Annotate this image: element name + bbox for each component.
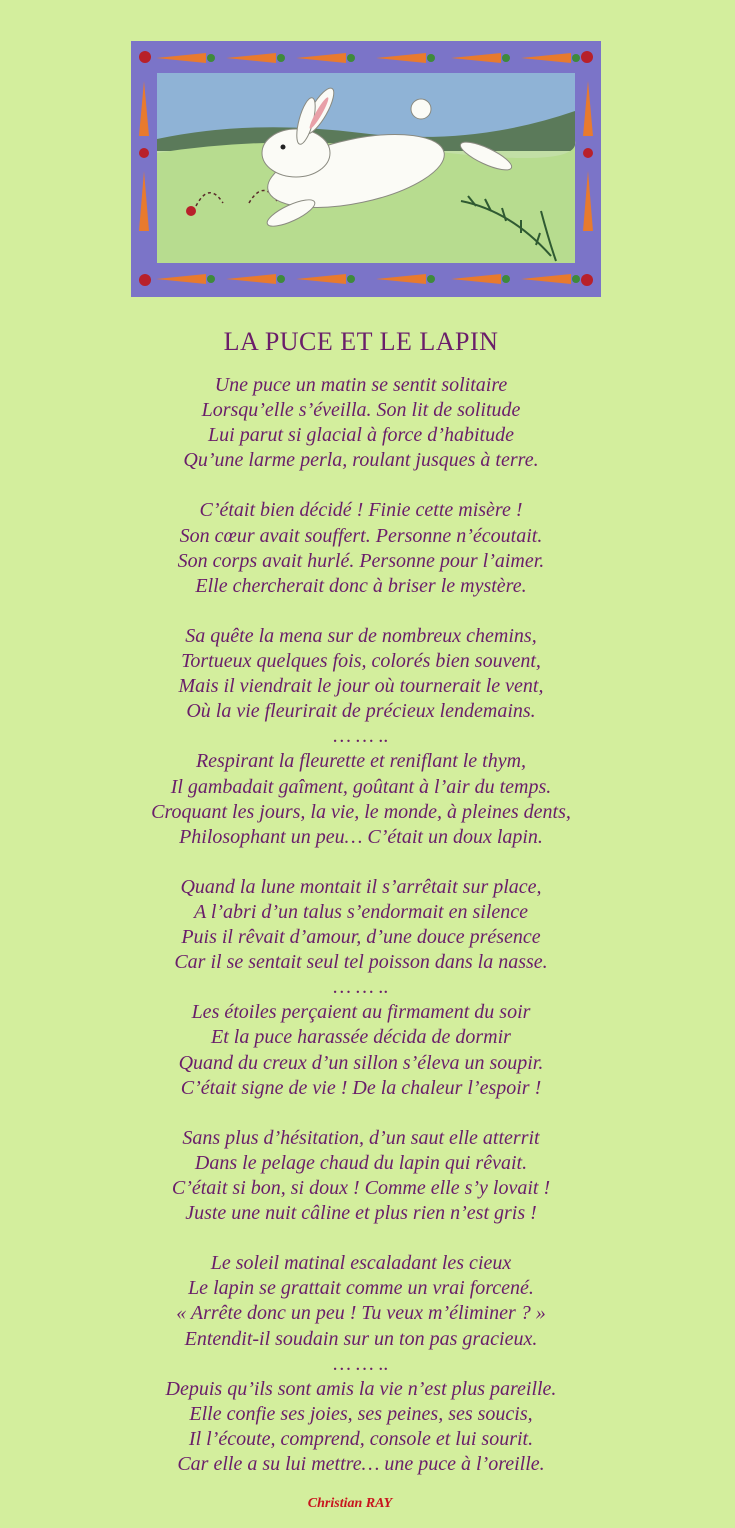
stanza-gap xyxy=(0,1101,722,1126)
poem-line: Juste une nuit câline et plus rien n’est gris ! xyxy=(185,1202,537,1225)
ellipsis-separator: … … .. xyxy=(333,725,389,748)
poem-line: Quand du creux d’un sillon s’éleva un soupir. xyxy=(178,1051,544,1074)
poem-line: « Arrête donc un peu ! Tu veux m’éliminer ? » xyxy=(176,1302,546,1325)
poem-line: Puis il rêvait d’amour, d’une douce présence xyxy=(181,926,541,949)
rabbit-illustration xyxy=(131,41,601,297)
rabbit-running-icon xyxy=(131,41,601,297)
poem-line: Sans plus d’hésitation, d’un saut elle atterrit xyxy=(182,1126,540,1149)
poem-line: Qu’une larme perla, roulant jusques à terre. xyxy=(183,449,539,472)
poem-line: C’était si bon, si doux ! Comme elle s’y lovait ! xyxy=(171,1177,551,1199)
poem-line: C’était signe de vie ! De la chaleur l’espoir ! xyxy=(180,1076,542,1099)
poem-line: Tortueux quelques fois, colorés bien souvent, xyxy=(181,650,541,673)
poem-line: Depuis qu’ils sont amis la vie n’est plus pareille. xyxy=(165,1377,557,1400)
stanza-gap xyxy=(0,599,722,624)
poem-title: LA PUCE ET LE LAPIN xyxy=(223,327,499,356)
poem-line: Lui parut si glacial à force d’habitude xyxy=(208,424,514,447)
stanza-gap xyxy=(0,850,722,875)
poem-line: Entendit-il soudain sur un ton pas gracieux. xyxy=(184,1327,538,1350)
stanza-gap xyxy=(0,1226,722,1251)
poem-body xyxy=(0,373,722,1477)
poem-line: Le lapin se grattait comme un vrai forcené. xyxy=(188,1277,534,1300)
poem-line: Philosophant un peu… C’était un doux lapin. xyxy=(179,825,543,848)
poem-line: Son corps avait hurlé. Personne pour l’aimer. xyxy=(177,549,545,572)
poem-line: Quand la lune montait il s’arrêtait sur place, xyxy=(180,875,542,898)
poem-line: Mais il viendrait le jour où tournerait le vent, xyxy=(178,675,544,698)
poem-line: Les étoiles perçaient au firmament du soir xyxy=(191,1001,531,1024)
poem-line: Le soleil matinal escaladant les cieux xyxy=(210,1252,512,1275)
poem-line: A l’abri d’un talus s’endormait en silence xyxy=(193,900,529,923)
poem-line: Il l’écoute, comprend, console et lui sourit. xyxy=(188,1427,534,1450)
poem-line: Car elle a su lui mettre… une puce à l’oreille. xyxy=(177,1453,545,1476)
poem-line: Dans le pelage chaud du lapin qui rêvait. xyxy=(194,1151,528,1174)
poem-line: Car il se sentait seul tel poisson dans la nasse. xyxy=(174,951,548,974)
poem-line: Elle confie ses joies, ses peines, ses soucis, xyxy=(189,1402,533,1425)
poem-line: C’était bien décidé ! Finie cette misère ! xyxy=(199,499,523,522)
poem-line: Sa quête la mena sur de nombreux chemins, xyxy=(185,624,537,647)
poem-line: Où la vie fleurirait de précieux lendemains. xyxy=(186,700,536,723)
stanza-gap xyxy=(0,473,722,498)
poem-line: Lorsqu’elle s’éveilla. Son lit de solitude xyxy=(201,399,521,422)
poem-line: Croquant les jours, la vie, le monde, à pleines dents, xyxy=(151,800,571,823)
author-signature: Christian RAY xyxy=(307,1496,393,1511)
ellipsis-separator: … … .. xyxy=(333,1352,389,1375)
poem-line: Une puce un matin se sentit solitaire xyxy=(214,374,508,396)
poem-line: Respirant la fleurette et reniflant le thym, xyxy=(195,750,527,773)
poem-line: Et la puce harassée décida de dormir xyxy=(211,1026,511,1049)
poem-line: Elle chercherait donc à briser le mystère. xyxy=(195,574,527,597)
ellipsis-separator: … … .. xyxy=(333,976,389,999)
poem-line: Son cœur avait souffert. Personne n’écoutait. xyxy=(179,524,543,547)
poem-line: Il gambadait gaîment, goûtant à l’air du temps. xyxy=(170,775,552,798)
